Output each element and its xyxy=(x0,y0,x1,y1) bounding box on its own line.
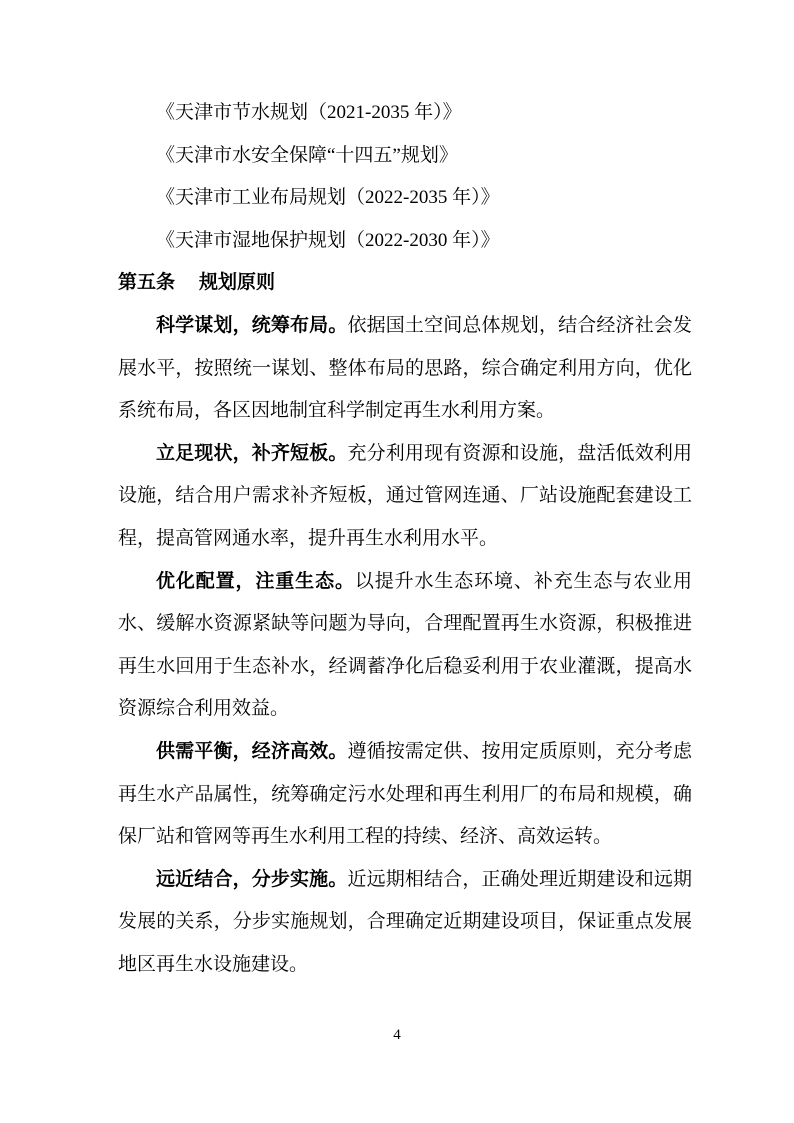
article-number: 第五条 xyxy=(118,272,176,294)
article-title: 规划原则 xyxy=(199,272,276,294)
principle-lead: 优化配置，注重生态。 xyxy=(156,570,355,592)
principle-body: 以提升水生态环境、补充生态与农业用水、缓解水资源紧缺等问题为导向，合理配置再生水资源，积极推进再生水回用于生态补水，经调蓄净化后稳妥利用于农业灌溉，提高水资源综合利用效益。 xyxy=(118,570,692,720)
principle-lead: 远近结合，分步实施。 xyxy=(156,868,348,890)
reference-title: 《天津市工业布局规划（2022-2035 年）》 xyxy=(156,187,500,209)
reference-title: 《天津市节水规划（2021-2035 年）》 xyxy=(156,102,462,123)
reference-title: 《天津市水安全保障“十四五”规划》 xyxy=(156,144,458,166)
principle-body: 近远期相结合，正确处理近期建设和远期发展的关系，分步实施规划，合理确定近期建设项目，保证重点发展地区再生水设施建设。 xyxy=(118,868,692,975)
principle-paragraph xyxy=(118,305,692,433)
principle-paragraph xyxy=(118,561,692,731)
page-number: 4 xyxy=(393,1027,401,1043)
principle-lead: 立足现状，补齐短板。 xyxy=(156,442,348,464)
article-heading xyxy=(118,262,692,305)
principle-lead: 供需平衡，经济高效。 xyxy=(156,740,348,762)
principle-paragraph xyxy=(118,731,692,859)
principle-body: 遵循按需定供、按用定质原则，充分考虑再生水产品属性，统筹确定污水处理和再生利用厂的布局和规模，确保厂站和管网等再生水利用工程的持续、经济、高效运转。 xyxy=(118,740,692,848)
principle-paragraph xyxy=(118,859,692,987)
principle-paragraph xyxy=(118,433,692,561)
document-content xyxy=(118,92,692,986)
reference-title: 《天津市湿地保护规划（2022-2030 年）》 xyxy=(156,229,500,251)
principle-body: 依据国土空间总体规划，结合经济社会发展水平，按照统一谋划、整体布局的思路，综合确定利用方向，优化系统布局，各区因地制宜科学制定再生水利用方案。 xyxy=(118,314,692,422)
principle-body: 充分利用现有资源和设施，盘活低效利用设施，结合用户需求补齐短板，通过管网连通、厂站设施配套建设工程，提高管网通水率，提升再生水利用水平。 xyxy=(118,442,692,549)
principle-lead: 科学谋划，统筹布局。 xyxy=(156,314,348,336)
